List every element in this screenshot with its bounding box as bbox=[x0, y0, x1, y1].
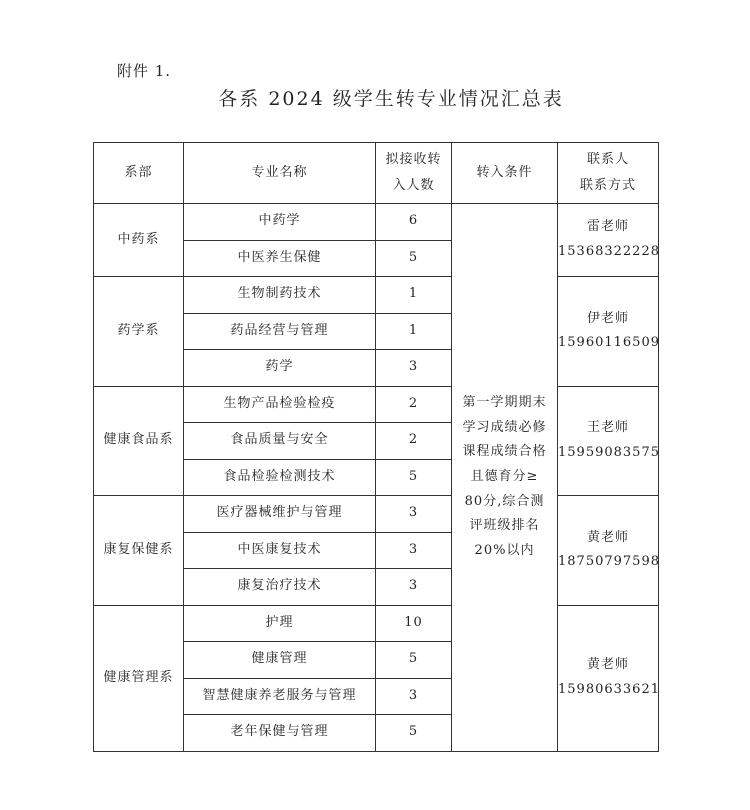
major-name-cell: 康复治疗技术 bbox=[184, 569, 376, 606]
condition-line: 20%以内 bbox=[474, 542, 535, 558]
header-contact bbox=[558, 143, 659, 204]
major-name-cell: 医疗器械维护与管理 bbox=[184, 496, 376, 533]
transfer-condition-cell bbox=[452, 204, 558, 752]
quota-cell: 3 bbox=[376, 678, 452, 715]
quota-cell: 5 bbox=[376, 240, 452, 277]
quota-cell: 3 bbox=[376, 496, 452, 533]
contact-name: 王老师 bbox=[586, 420, 629, 436]
major-name-cell: 老年保健与管理 bbox=[184, 715, 376, 752]
table-row bbox=[94, 204, 659, 241]
document-title: 各系 2024 级学生转专业情况汇总表 bbox=[218, 88, 564, 110]
major-name-cell: 食品质量与安全 bbox=[184, 423, 376, 460]
major-name-cell: 中医康复技术 bbox=[184, 532, 376, 569]
quota-cell: 1 bbox=[376, 277, 452, 314]
quota-cell: 3 bbox=[376, 532, 452, 569]
department-cell: 健康管理系 bbox=[94, 605, 184, 751]
header-quota bbox=[376, 143, 452, 204]
department-cell: 药学系 bbox=[94, 277, 184, 387]
header-condition: 转入条件 bbox=[452, 143, 558, 204]
quota-cell: 10 bbox=[376, 605, 452, 642]
major-name-cell: 中药学 bbox=[184, 204, 376, 241]
contact-cell bbox=[558, 204, 659, 277]
table-body bbox=[94, 204, 659, 752]
major-name-cell: 智慧健康养老服务与管理 bbox=[184, 678, 376, 715]
major-name-cell: 健康管理 bbox=[184, 642, 376, 679]
quota-cell: 5 bbox=[376, 642, 452, 679]
contact-phone: 18750797598 bbox=[558, 554, 660, 570]
contact-cell bbox=[558, 277, 659, 387]
condition-line: 课程成绩合格 bbox=[462, 444, 547, 460]
major-name-cell: 药品经营与管理 bbox=[184, 313, 376, 350]
quota-cell: 2 bbox=[376, 386, 452, 423]
contact-phone: 15959083575 bbox=[558, 444, 660, 460]
table-row bbox=[94, 277, 659, 314]
quota-cell: 1 bbox=[376, 313, 452, 350]
contact-cell bbox=[558, 605, 659, 751]
header-contact-line1: 联系人 bbox=[586, 152, 629, 167]
major-name-cell: 生物制药技术 bbox=[184, 277, 376, 314]
condition-line: 且德育分≥ bbox=[470, 468, 539, 484]
contact-cell bbox=[558, 496, 659, 606]
header-major: 专业名称 bbox=[184, 143, 376, 204]
table-row bbox=[94, 605, 659, 642]
department-cell: 中药系 bbox=[94, 204, 184, 277]
condition-line: 第一学期期末 bbox=[462, 394, 547, 410]
attachment-label: 附件 1. bbox=[117, 62, 172, 80]
department-cell: 健康食品系 bbox=[94, 386, 184, 496]
condition-line: 80分,综合测 bbox=[464, 493, 545, 509]
quota-cell: 6 bbox=[376, 204, 452, 241]
contact-name: 雷老师 bbox=[586, 219, 629, 235]
quota-cell: 2 bbox=[376, 423, 452, 460]
condition-line: 学习成绩必修 bbox=[462, 419, 547, 435]
contact-name: 伊老师 bbox=[586, 310, 629, 326]
header-quota-line2: 入人数 bbox=[392, 178, 435, 193]
contact-name: 黄老师 bbox=[586, 657, 629, 673]
table-row bbox=[94, 496, 659, 533]
header-department: 系部 bbox=[94, 143, 184, 204]
quota-cell: 3 bbox=[376, 350, 452, 387]
header-row bbox=[94, 143, 659, 204]
major-name-cell: 食品检验检测技术 bbox=[184, 459, 376, 496]
contact-cell bbox=[558, 386, 659, 496]
table-row bbox=[94, 386, 659, 423]
quota-cell: 5 bbox=[376, 459, 452, 496]
quota-cell: 5 bbox=[376, 715, 452, 752]
transfer-summary-table bbox=[93, 142, 659, 752]
major-name-cell: 中医养生保健 bbox=[184, 240, 376, 277]
quota-cell: 3 bbox=[376, 569, 452, 606]
department-cell: 康复保健系 bbox=[94, 496, 184, 606]
major-name-cell: 生物产品检验检疫 bbox=[184, 386, 376, 423]
condition-line: 评班级排名 bbox=[469, 518, 540, 534]
contact-phone: 15368322228 bbox=[558, 244, 660, 259]
contact-name: 黄老师 bbox=[586, 529, 629, 545]
contact-phone: 15980633621 bbox=[558, 682, 660, 697]
header-contact-line2: 联系方式 bbox=[579, 178, 636, 193]
major-name-cell: 护理 bbox=[184, 605, 376, 642]
contact-phone: 15960116509 bbox=[558, 335, 660, 351]
major-name-cell: 药学 bbox=[184, 350, 376, 387]
header-quota-line1: 拟接收转 bbox=[385, 152, 442, 167]
